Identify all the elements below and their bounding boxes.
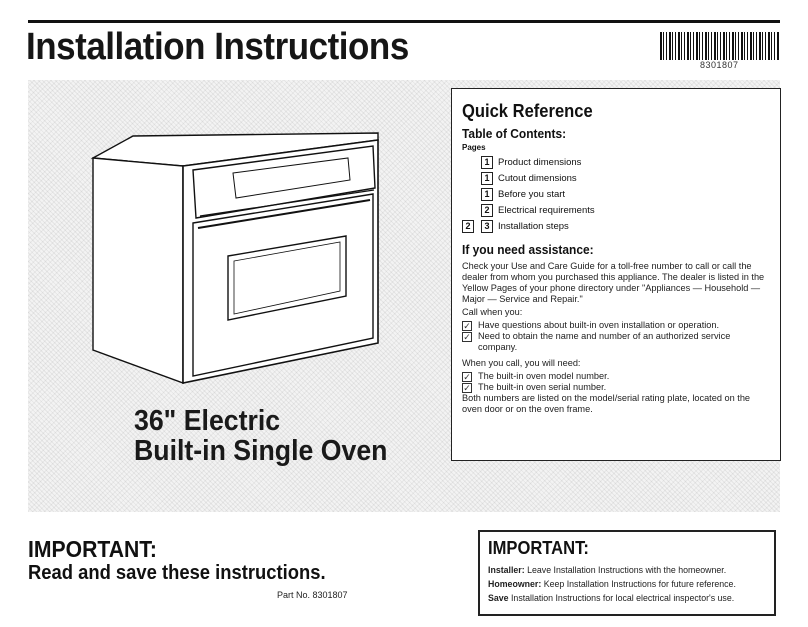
part-number: Part No. 8301807 (277, 590, 348, 600)
important-line-text: Keep Installation Instructions for future reference. (541, 579, 736, 589)
when-call-label: When you call, you will need: (462, 358, 581, 368)
checkbox-icon: ✓ (463, 321, 471, 331)
important-box-title: IMPORTANT: (488, 538, 589, 558)
page-number-box: 1 (481, 188, 493, 201)
toc-item-label: Before you start (498, 189, 566, 200)
toc-item (462, 188, 770, 204)
top-rule (28, 20, 780, 23)
toc-item-label: Product dimensions (498, 157, 582, 168)
important-line (488, 591, 766, 605)
numbers-note: Both numbers are listed on the model/serial rating plate, located on the oven door or on the oven frame. (462, 393, 751, 414)
toc-item (462, 204, 770, 220)
barcode-image (660, 32, 780, 60)
oven-illustration (88, 128, 388, 388)
call-when-label: Call when you: (462, 307, 523, 317)
page-number-box: 2 (481, 204, 493, 217)
important-subheading: Read and save these instructions. (28, 562, 326, 584)
important-line (488, 563, 766, 577)
important-line-text: Installation Instructions for local electrical inspector's use. (508, 593, 735, 603)
toc-item (462, 220, 770, 236)
page-number-box: 1 (481, 156, 493, 169)
assistance-heading: If you need assistance: (462, 242, 594, 257)
important-heading: IMPORTANT: (28, 536, 157, 562)
checklist-item (462, 371, 770, 382)
important-line-label: Homeowner: (488, 579, 542, 589)
important-line-text: Leave Installation Instructions with the homeowner. (524, 565, 727, 575)
checklist-item (462, 331, 770, 353)
important-line (488, 577, 766, 591)
page-number-box: 3 (481, 220, 493, 233)
checklist-item-text: The built-in oven serial number. (478, 382, 607, 392)
page-number-box: 1 (481, 172, 493, 185)
toc-item-label: Installation steps (498, 221, 569, 232)
toc-item-label: Cutout dimensions (498, 173, 577, 184)
toc-item (462, 156, 770, 172)
toc-item-label: Electrical requirements (498, 205, 595, 216)
important-box (478, 530, 776, 616)
checkbox-icon: ✓ (463, 383, 471, 393)
toc-heading: Table of Contents: (462, 126, 567, 141)
checklist-item-text: The built-in oven model number. (478, 371, 610, 381)
quick-reference-panel (451, 88, 781, 461)
checklist-item-text: Need to obtain the name and number of an authorized service company. (478, 331, 731, 352)
checklist-item (462, 382, 770, 393)
product-title-line2: Built-in Single Oven (134, 435, 388, 467)
product-title-line1: 36" Electric (134, 405, 281, 437)
page-title: Installation Instructions (26, 26, 409, 68)
assistance-paragraph: Check your Use and Care Guide for a toll-free number to call or call the dealer from whom you purchased this appliance. The dealer is listed in the Yellow Pages of your phone directory under "Appliances — Household — Major — Service and Repair." (462, 261, 765, 304)
product-title (134, 406, 387, 466)
pages-label: Pages (462, 143, 486, 152)
important-line-label: Installer: (488, 565, 525, 575)
checkbox-icon: ✓ (463, 372, 471, 382)
barcode-number: 8301807 (700, 60, 739, 70)
page-number-box: 2 (462, 220, 474, 233)
checkbox-icon: ✓ (463, 332, 471, 342)
checklist-item-text: Have questions about built-in oven installation or operation. (478, 320, 720, 330)
table-of-contents (462, 156, 770, 236)
quick-reference-title: Quick Reference (462, 101, 593, 121)
checklist-item (462, 320, 770, 331)
toc-item (462, 172, 770, 188)
important-line-label: Save (488, 593, 509, 603)
